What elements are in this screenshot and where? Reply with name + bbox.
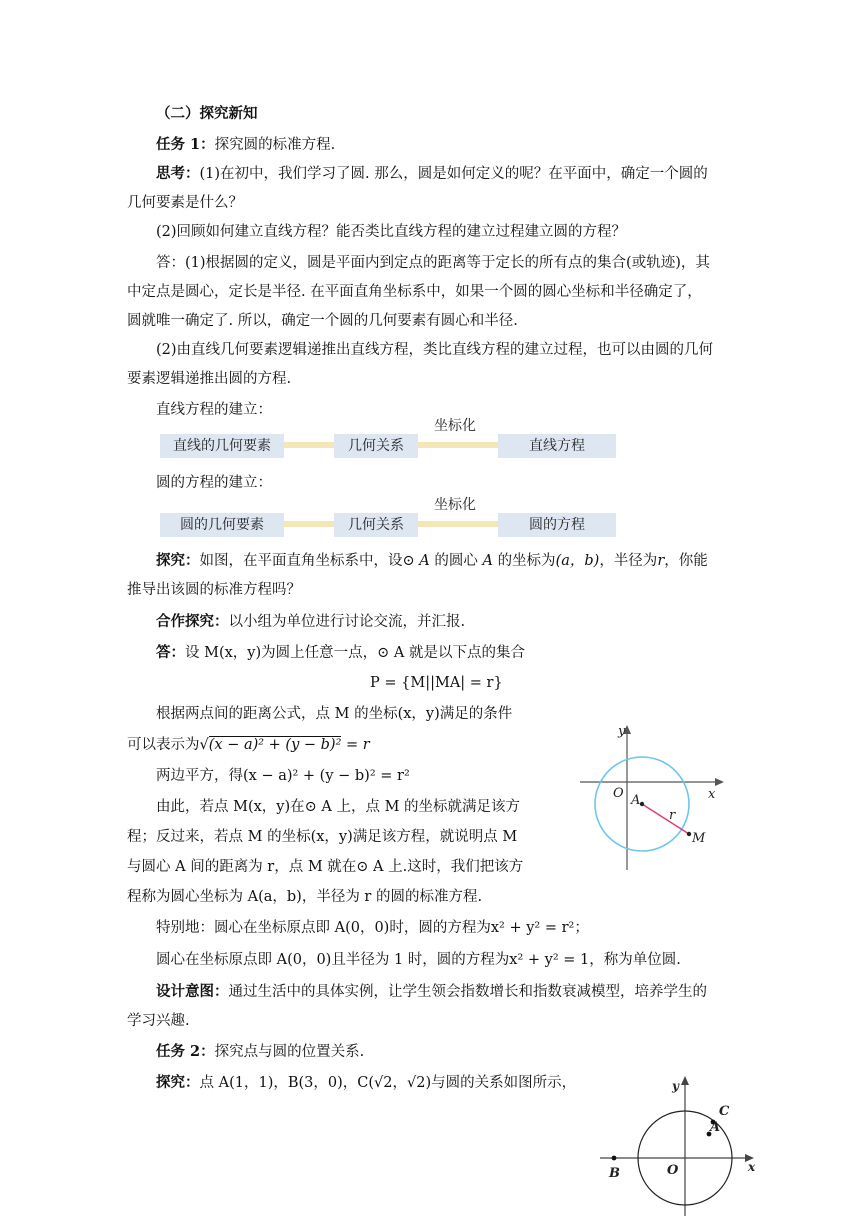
explore2-label: 探究： xyxy=(156,1074,200,1091)
fig1-x-label: x xyxy=(708,787,716,802)
design-line2: 学习兴趣. xyxy=(127,1013,190,1029)
coop-text: 以小组为单位进行讨论交流，并汇报. xyxy=(228,614,466,630)
special-line1: 特别地：圆心在坐标原点即 A(0，0)时，圆的方程为x² + y² = r²； xyxy=(156,920,589,936)
task2-label: 任务 2： xyxy=(156,1043,215,1060)
fig1-a-label: A xyxy=(631,793,641,808)
task1-label: 任务 1： xyxy=(156,136,215,153)
flow-line-box1: 直线的几何要素 xyxy=(160,434,284,458)
fig1-radius xyxy=(642,804,689,834)
fig2-x-label: x xyxy=(748,1160,756,1174)
answer1-line3: 圆就唯一确定了. 所以，确定一个圆的几何要素有圆心和半径. xyxy=(127,313,518,329)
fig1-y-label: y xyxy=(618,724,626,739)
think-line2: 几何要素是什么？ xyxy=(127,195,243,211)
flow-circle-box2: 几何关系 xyxy=(334,513,418,537)
think-label: 思考： xyxy=(156,165,200,182)
answer2-line1 xyxy=(156,643,525,663)
explore-text-h: r xyxy=(657,553,665,569)
design-label: 设计意图： xyxy=(156,983,229,1000)
answer2-l3a: 可以表示为 xyxy=(127,737,200,753)
task1-line xyxy=(156,135,335,155)
explore-text-a: 如图，在平面直角坐标系中，设⊙ xyxy=(199,553,415,569)
circle-figure-2 xyxy=(590,1070,765,1216)
explore-text-d: A xyxy=(482,553,493,569)
explore-line2: 推导出该圆的标准方程吗？ xyxy=(127,582,301,598)
fig1-m-label: M xyxy=(692,831,706,846)
explore-text-g: ，半径为 xyxy=(599,553,658,569)
answer2-label: 答： xyxy=(156,644,185,661)
think-line1 xyxy=(156,164,708,184)
set-equation: P = {M||MA| = r} xyxy=(370,675,503,691)
answer2-line8: 程称为圆心坐标为 A(a，b)，半径为 r 的圆的标准方程. xyxy=(127,889,483,905)
flow-line-box2: 几何关系 xyxy=(334,434,418,458)
flow-line-arrow-label: 坐标化 xyxy=(434,418,476,434)
answer2-line2: 根据两点间的距离公式，点 M 的坐标(x，y)满足的条件 xyxy=(156,706,513,722)
answer2-line7: 与圆心 A 间的距离为 r，点 M 就在⊙ A 上.这时，我们把该方 xyxy=(127,859,524,875)
sqrt-sign: √ xyxy=(199,737,209,753)
special-line2: 圆心在坐标原点即 A(0，0)且半径为 1 时，圆的方程为x² + y² = 1，称为单位圆. xyxy=(156,952,681,968)
answer2-l1: 设 M(x，y)为圆上任意一点，⊙ A 就是以下点的集合 xyxy=(185,645,525,661)
flow-line-diagram xyxy=(160,416,620,458)
answer2-line6: 程；反过来，若点 M 的坐标(x，y)满足该方程，就说明点 M xyxy=(127,829,518,845)
explore2-text: 点 A(1，1)，B(3，0)，C(√2，√2)与圆的关系如图所示， xyxy=(199,1075,577,1091)
flow-circle-connector1 xyxy=(284,521,334,527)
fig2-origin-label: O xyxy=(667,1163,679,1178)
flow-circle-caption: 圆的方程的建立： xyxy=(156,475,272,491)
flow-line-connector2 xyxy=(418,442,498,448)
fig2-a-label: A xyxy=(710,1120,721,1135)
flow-line-box3: 直线方程 xyxy=(498,434,616,458)
answer2-l3b: = r xyxy=(341,737,370,753)
explore2-line xyxy=(156,1073,576,1093)
flow-line-caption: 直线方程的建立： xyxy=(156,402,272,418)
fig1-x-arrow-icon xyxy=(715,778,724,786)
answer2-line3 xyxy=(127,735,370,755)
design-l1: 通过生活中的具体实例，让学生领会指数增长和指数衰减模型，培养学生的 xyxy=(228,984,707,1000)
fig2-y-arrow-icon xyxy=(681,1076,689,1085)
explore-text-e: 的坐标为 xyxy=(497,553,556,569)
answer1-line5: 要素逻辑递推出圆的方程. xyxy=(127,371,292,387)
flow-circle-box3: 圆的方程 xyxy=(498,513,616,537)
task2-text: 探究点与圆的位置关系. xyxy=(214,1044,365,1060)
coop-label: 合作探究： xyxy=(156,613,229,630)
design-line1 xyxy=(156,982,707,1002)
think-q1-line1: (1)在初中，我们学习了圆. 那么，圆是如何定义的呢？在平面中，确定一个圆的 xyxy=(199,166,708,182)
fig1-r-label: r xyxy=(669,808,676,823)
task1-text: 探究圆的标准方程. xyxy=(214,137,336,153)
answer1-line2: 中定点是圆心，定长是半径. 在平面直角坐标系中，如果一个圆的圆心坐标和半径确定了， xyxy=(127,284,702,300)
explore-line1 xyxy=(156,551,708,571)
flow-line-connector1 xyxy=(284,442,334,448)
fig2-c-label: C xyxy=(719,1104,730,1119)
answer2-line5: 由此，若点 M(x，y)在⊙ A 上，点 M 的坐标就满足该方 xyxy=(156,799,521,815)
explore-text-c: 的圆心 xyxy=(434,553,478,569)
answer2-line4: 两边平方，得(x − a)² + (y − b)² = r² xyxy=(156,768,410,784)
answer1-line1: 答：(1)根据圆的定义，圆是平面内到定点的距离等于定长的所有点的集合(或轨迹)，其 xyxy=(156,255,710,271)
circle-figure-1 xyxy=(570,722,750,872)
flow-circle-diagram xyxy=(160,495,620,537)
sqrt-content: (x − a)² + (y − b)² xyxy=(208,737,342,753)
fig2-y-label: y xyxy=(672,1079,679,1093)
fig2-b-label: B xyxy=(609,1166,620,1181)
flow-circle-connector2 xyxy=(418,521,498,527)
coop-line xyxy=(156,612,465,632)
section-title: （二）探究新知 xyxy=(156,105,258,122)
fig2-point-b xyxy=(612,1156,617,1161)
fig1-point-m xyxy=(687,832,691,836)
flow-circle-box1: 圆的几何要素 xyxy=(160,513,284,537)
flow-circle-arrow-label: 坐标化 xyxy=(434,497,476,513)
task2-line xyxy=(156,1042,364,1062)
explore-label: 探究： xyxy=(156,552,200,569)
answer1-line4: (2)由直线几何要素逻辑递推出直线方程，类比直线方程的建立过程，也可以由圆的几何 xyxy=(156,342,714,358)
explore-text-i: ，你能 xyxy=(664,553,708,569)
fig1-center-dot xyxy=(640,802,644,806)
think-q2: (2)回顾如何建立直线方程？能否类比直线方程的建立过程建立圆的方程？ xyxy=(156,224,627,240)
explore-text-b: A xyxy=(419,553,430,569)
fig1-origin-label: O xyxy=(613,786,624,801)
explore-text-f: (a，b) xyxy=(555,553,600,569)
